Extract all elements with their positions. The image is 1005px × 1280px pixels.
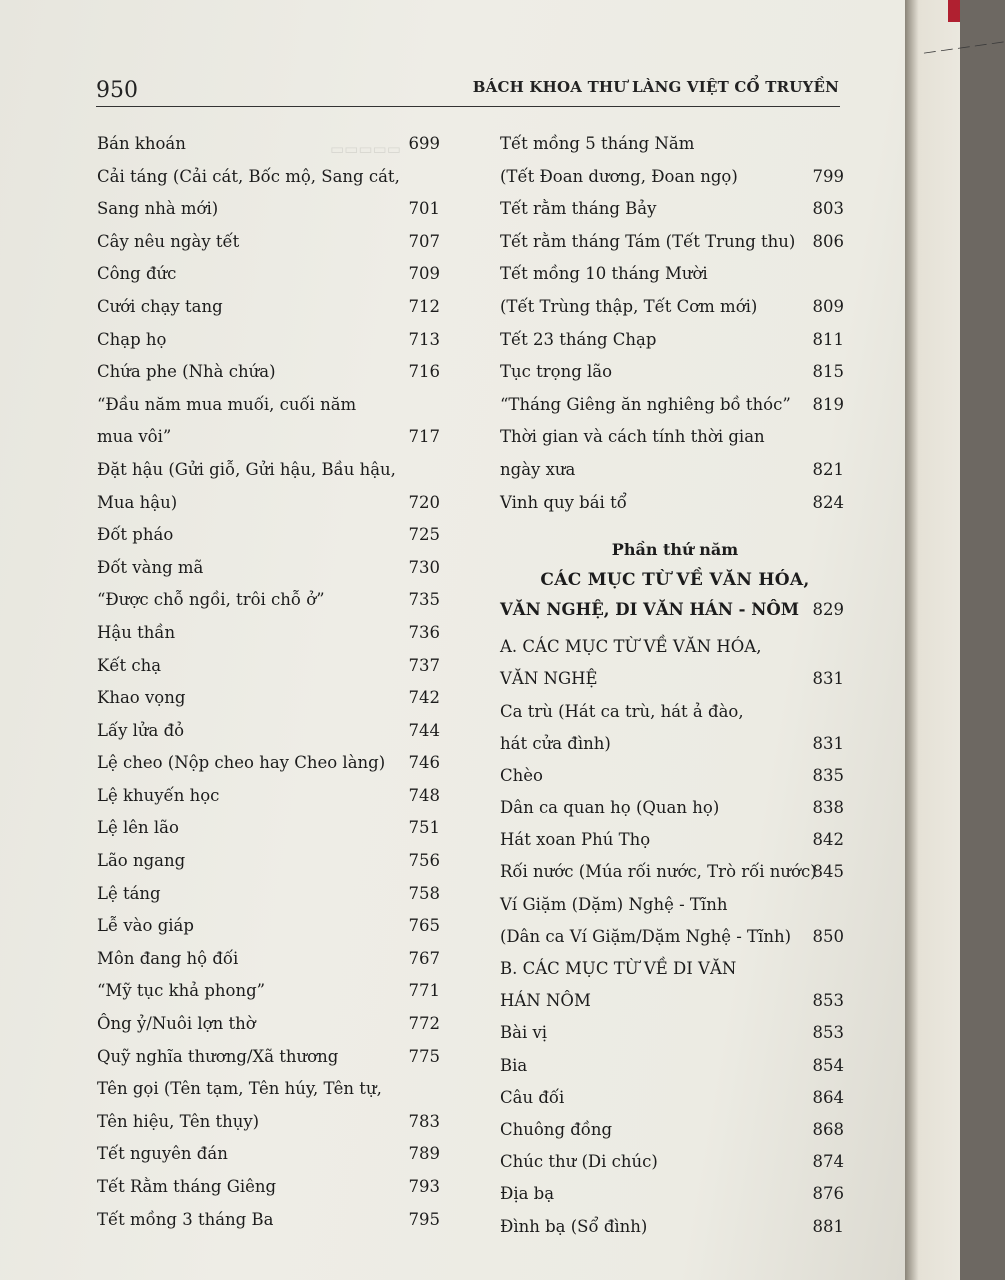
entry-title: Cây nêu ngày tết: [97, 231, 240, 251]
facing-page-fragment: — — — — —: [922, 34, 1005, 61]
entry-title: Tết 23 tháng Chạp: [500, 329, 657, 349]
index-entry: [95, 454, 440, 487]
entry-title: Đặt hậu (Gửi giỗ, Gửi hậu, Bầu hậu,: [97, 459, 396, 479]
index-entry: [95, 389, 440, 422]
entry-title: (Dân ca Ví Giặm/Dặm Nghệ - Tĩnh): [500, 926, 792, 946]
entry-title: Lấy lửa đỏ: [97, 720, 185, 740]
entry-title: Chúc thư (Di chúc): [500, 1152, 658, 1172]
index-entry: [95, 747, 440, 780]
index-entry: [95, 878, 440, 911]
index-entry: [498, 291, 844, 324]
entry-page-number: 736: [408, 622, 440, 642]
entry-page-number: 831: [812, 669, 844, 689]
entry-title: Bán khoán: [97, 134, 186, 153]
index-entry: [95, 682, 440, 715]
entry-title: (Tết Trùng thập, Tết Cơm mới): [500, 296, 758, 316]
entry-page-number: 881: [812, 1216, 844, 1236]
entry-title: mua vôi”: [97, 427, 172, 447]
entry-title: HÁN NÔM: [500, 991, 591, 1011]
left-index-column: [95, 128, 440, 1236]
entry-title: Hát xoan Phú Thọ: [500, 830, 651, 850]
entry-page-number: 835: [812, 765, 844, 785]
entry-title: Lệ táng: [97, 883, 161, 903]
entry-page-number: 756: [408, 851, 440, 871]
index-entry: [95, 975, 440, 1008]
index-entry: [95, 258, 440, 291]
index-entry: [498, 760, 844, 792]
entry-title: Thời gian và cách tính thời gian: [500, 427, 765, 447]
entry-title: Dân ca quan họ (Quan họ): [500, 798, 720, 818]
right-bottom-entries: [498, 631, 844, 1243]
entry-title: Ông ỷ/Nuôi lợn thờ: [97, 1014, 256, 1034]
index-entry: [498, 454, 844, 487]
index-entry: [95, 910, 440, 943]
index-entry: [498, 128, 844, 161]
entry-title: VĂN NGHỆ: [500, 669, 598, 689]
entry-page-number: 831: [812, 733, 844, 753]
entry-title: Chứa phe (Nhà chứa): [97, 362, 276, 382]
index-entry: [498, 421, 844, 454]
entry-page-number: 806: [812, 231, 844, 251]
index-entry: [498, 487, 844, 520]
entry-title: “Đầu năm mua muối, cuối năm: [97, 394, 357, 414]
index-entry: [95, 584, 440, 617]
entry-title: Tục trọng lão: [500, 362, 613, 382]
entry-page-number: 868: [812, 1119, 844, 1139]
index-entry: [95, 552, 440, 585]
index-entry: [498, 1211, 844, 1243]
entry-page-number: 767: [408, 948, 440, 968]
entry-title: Đình bạ (Sổ đình): [500, 1216, 648, 1236]
entry-page-number: 864: [812, 1087, 844, 1107]
index-entry: [95, 1041, 440, 1074]
index-entry: [498, 226, 844, 259]
part-title-line1: CÁC MỤC TỪ VỀ VĂN HÓA,: [540, 570, 810, 591]
entry-title: Lệ lên lão: [97, 818, 179, 838]
index-entry: [95, 845, 440, 878]
entry-title: Tên hiệu, Tên thụy): [97, 1111, 260, 1131]
entry-title: Đốt pháo: [97, 525, 174, 545]
entry-title: Ví Giặm (Dặm) Nghệ - Tĩnh: [500, 894, 728, 914]
index-entry: [95, 1138, 440, 1171]
entry-page-number: 799: [812, 166, 844, 186]
index-entry: [95, 1008, 440, 1041]
entry-title: Tết Rằm tháng Giêng: [97, 1177, 277, 1196]
index-entry: [498, 389, 844, 422]
entry-title: Môn đang hộ đối: [97, 948, 239, 968]
entry-page-number: 771: [408, 981, 440, 1001]
entry-page-number: 709: [408, 264, 440, 284]
entry-page-number: 815: [812, 362, 844, 382]
entry-page-number: 789: [408, 1144, 440, 1164]
entry-title: Sang nhà mới): [97, 199, 219, 219]
part-label: Phần thứ năm: [611, 540, 739, 560]
index-entry: [498, 728, 844, 760]
show-through-text: ▭▭▭▭▭: [330, 140, 401, 158]
entry-page-number: 765: [408, 916, 440, 936]
index-entry: [95, 1073, 440, 1106]
index-entry: [95, 226, 440, 259]
index-entry: [95, 780, 440, 813]
index-entry: [95, 356, 440, 389]
entry-page-number: 748: [408, 785, 440, 805]
entry-page-number: 853: [812, 1023, 844, 1043]
index-entry: [498, 1178, 844, 1210]
part-title-line2: VĂN NGHỆ, DI VĂN HÁN - NÔM: [500, 600, 799, 620]
entry-title: Kết chạ: [97, 655, 162, 675]
index-entry: [498, 258, 844, 291]
entry-title: Câu đối: [500, 1087, 565, 1107]
entry-page-number: 720: [408, 492, 440, 512]
entry-page-number: 803: [812, 199, 844, 219]
entry-title: Tên gọi (Tên tạm, Tên húy, Tên tự,: [97, 1079, 382, 1099]
entry-title: Mua hậu): [97, 492, 178, 512]
entry-page-number: 701: [408, 199, 440, 219]
entry-page-number: 699: [408, 134, 440, 153]
index-entry: [498, 356, 844, 389]
entry-page-number: 725: [408, 525, 440, 545]
entry-title: Cải táng (Cải cát, Bốc mộ, Sang cát,: [97, 166, 400, 186]
index-entry: [498, 824, 844, 856]
entry-page-number: 819: [812, 394, 844, 414]
right-top-entries: [498, 128, 844, 519]
index-entry: [498, 1050, 844, 1082]
index-entry: [95, 617, 440, 650]
entry-title: Bia: [500, 1055, 528, 1075]
index-entry: [95, 421, 440, 454]
entry-title: A. CÁC MỤC TỪ VỀ VĂN HÓA,: [500, 637, 762, 657]
entry-title: Tết mồng 5 tháng Năm: [500, 134, 695, 153]
entry-title: B. CÁC MỤC TỪ VỀ DI VĂN: [500, 959, 737, 978]
entry-page-number: 793: [408, 1177, 440, 1196]
entry-page-number: 751: [408, 818, 440, 838]
entry-page-number: 730: [408, 557, 440, 577]
entry-page-number: 853: [812, 991, 844, 1011]
entry-page-number: 735: [408, 590, 440, 610]
entry-page-number: 821: [812, 459, 844, 479]
entry-page-number: 876: [812, 1184, 844, 1204]
entry-page-number: 717: [408, 427, 440, 447]
page-number: 950: [96, 78, 138, 103]
index-entry: [498, 193, 844, 226]
entry-page-number: 845: [812, 862, 844, 882]
facing-page-edge: [905, 0, 1005, 1280]
entry-title: Lệ cheo (Nộp cheo hay Cheo làng): [97, 753, 386, 773]
index-entry: [498, 1114, 844, 1146]
entry-page-number: 707: [408, 231, 440, 251]
entry-title: Quỹ nghĩa thương/Xã thương: [97, 1046, 339, 1066]
index-entry: [498, 663, 844, 695]
entry-page-number: 713: [408, 329, 440, 349]
entry-title: Bài vị: [500, 1023, 548, 1043]
entry-page-number: 742: [408, 688, 440, 708]
right-index-column: [498, 128, 844, 1243]
entry-page-number: 811: [812, 329, 844, 349]
entry-page-number: 783: [408, 1111, 440, 1131]
index-entry: [95, 324, 440, 357]
entry-title: “Được chỗ ngồi, trôi chỗ ở”: [97, 590, 325, 610]
entry-title: Công đức: [97, 264, 177, 284]
header-rule: [96, 106, 840, 107]
entry-title: Chuông đồng: [500, 1119, 613, 1139]
index-entry: [498, 889, 844, 921]
index-entry: [498, 953, 844, 985]
entry-page-number: 712: [408, 296, 440, 316]
index-entry: [498, 324, 844, 357]
index-entry: [95, 291, 440, 324]
book-cover-edge: [948, 0, 960, 22]
entry-page-number: 854: [812, 1055, 844, 1075]
part-heading: [498, 535, 844, 625]
entry-title: Tết mồng 10 tháng Mười: [500, 264, 708, 284]
entry-title: Ca trù (Hát ca trù, hát ả đào,: [500, 701, 744, 721]
entry-page-number: 874: [812, 1152, 844, 1172]
index-entry: [498, 1082, 844, 1114]
entry-title: Rối nước (Múa rối nước, Trò rối nước): [500, 862, 817, 882]
entry-title: “Tháng Giêng ăn nghiêng bồ thóc”: [500, 394, 791, 414]
entry-page-number: 716: [408, 362, 440, 382]
running-title: BÁCH KHOA THƯ LÀNG VIỆT CỔ TRUYỀN: [472, 78, 839, 96]
entry-page-number: 772: [408, 1014, 440, 1034]
entry-title: Tết nguyên đán: [97, 1144, 228, 1164]
index-entry: [498, 1146, 844, 1178]
index-entry: [498, 792, 844, 824]
entry-page-number: 746: [408, 753, 440, 773]
index-entry: [498, 631, 844, 663]
entry-page-number: 795: [408, 1209, 440, 1229]
index-entry: [498, 696, 844, 728]
entry-page-number: 809: [812, 296, 844, 316]
entry-page-number: 842: [812, 830, 844, 850]
entry-title: Lão ngang: [97, 851, 186, 871]
index-entry: [95, 943, 440, 976]
index-entry: [95, 1106, 440, 1139]
index-entry: [95, 519, 440, 552]
entry-title: Lễ vào giáp: [97, 916, 194, 936]
part-title-line2-row: [498, 595, 844, 625]
entry-title: Lệ khuyến học: [97, 785, 220, 805]
index-entry: [95, 650, 440, 683]
entry-page-number: 775: [408, 1046, 440, 1066]
entry-page-number: 824: [812, 492, 844, 512]
entry-title: Khao vọng: [97, 688, 186, 708]
index-entry: [95, 812, 440, 845]
entry-page-number: 838: [812, 798, 844, 818]
index-entry: [95, 715, 440, 748]
index-entry: [95, 193, 440, 226]
index-entry: [95, 1171, 440, 1204]
part-page: 829: [812, 600, 844, 620]
index-entry: [498, 1017, 844, 1049]
entry-title: Tết rằm tháng Bảy: [500, 199, 657, 219]
entry-title: “Mỹ tục khả phong”: [97, 981, 266, 1001]
index-entry: [95, 487, 440, 520]
index-entry: [95, 161, 440, 194]
entry-title: Địa bạ: [500, 1184, 555, 1204]
index-entry: [498, 985, 844, 1017]
entry-title: hát cửa đình): [500, 733, 611, 753]
index-entry: [498, 161, 844, 194]
entry-title: Đốt vàng mã: [97, 557, 204, 577]
entry-title: (Tết Đoan dương, Đoan ngọ): [500, 166, 738, 186]
entry-page-number: 850: [812, 926, 844, 946]
index-entry: [498, 856, 844, 888]
entry-title: Hậu thần: [97, 622, 176, 642]
index-entry: [95, 1204, 440, 1237]
entry-title: Cưới chạy tang: [97, 296, 223, 316]
entry-title: ngày xưa: [500, 459, 576, 479]
index-entry: [95, 128, 440, 161]
entry-page-number: 737: [408, 655, 440, 675]
index-entry: [498, 921, 844, 953]
entry-title: Tết rằm tháng Tám (Tết Trung thu): [500, 231, 796, 251]
entry-title: Chèo: [500, 765, 543, 785]
entry-title: Tết mồng 3 tháng Ba: [97, 1209, 274, 1229]
entry-title: Vinh quy bái tổ: [500, 492, 627, 512]
entry-page-number: 744: [408, 720, 440, 740]
entry-title: Chạp họ: [97, 329, 167, 349]
entry-page-number: 758: [408, 883, 440, 903]
